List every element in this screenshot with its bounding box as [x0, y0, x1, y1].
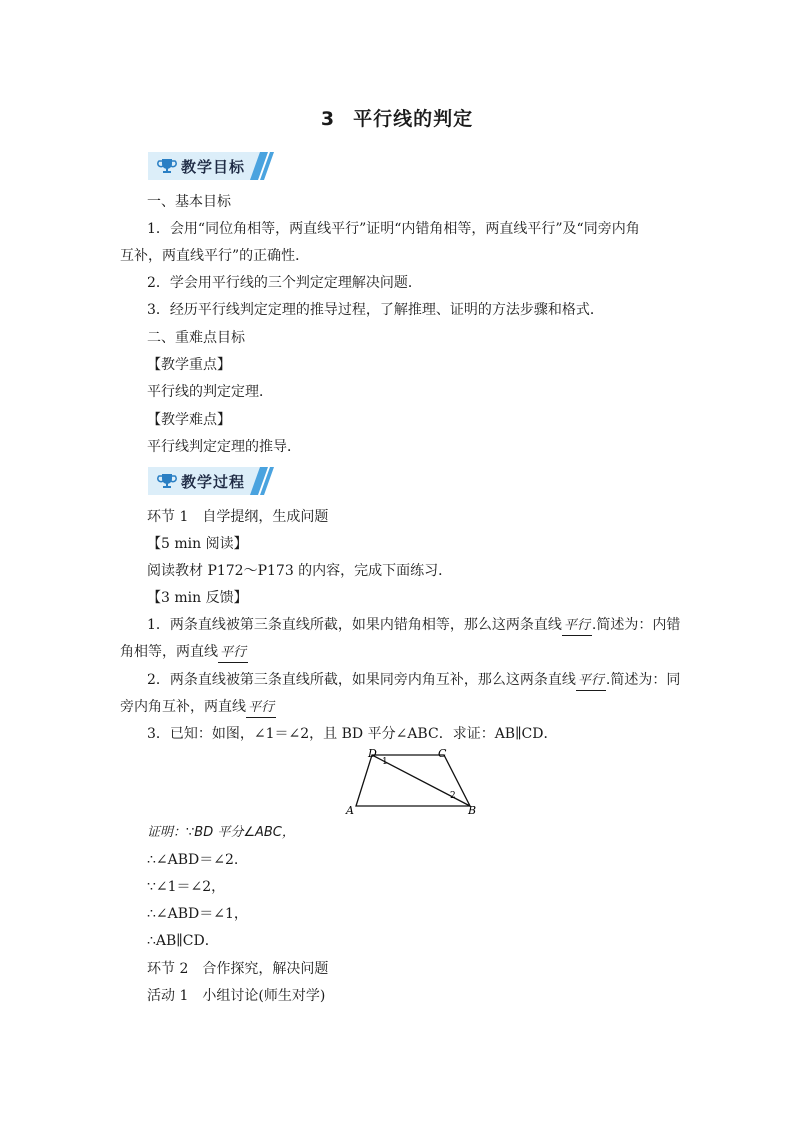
answer-blank: 平行: [576, 672, 606, 691]
angle-2-label: 2: [450, 791, 456, 801]
vertex-c-label: C: [438, 747, 447, 760]
key-goals-heading: 二、重难点目标: [147, 330, 245, 346]
goal-item-1-line-2: 互补，两直线平行”的正确性．: [120, 248, 310, 264]
banner-process-label: 教学过程: [181, 473, 246, 491]
trapezoid-figure: [342, 746, 482, 818]
difficulty-label: 【教学难点】: [147, 412, 231, 428]
activity-1-heading: 活动 1 小组讨论(师生对学): [147, 988, 326, 1004]
goal-item-1-line-1: 1．会用“同位角相等，两直线平行”证明“内错角相等，两直线平行”及“同旁内角: [147, 221, 640, 237]
focus-text: 平行线的判定定理．: [147, 384, 273, 400]
proof-line-4: ∴∠ABD＝∠1，: [147, 906, 248, 922]
goal-item-2: 2．学会用平行线的三个判定定理解决问题．: [147, 275, 422, 291]
basic-goals-heading: 一、基本目标: [147, 194, 231, 210]
banner-goals-label: 教学目标: [181, 158, 246, 176]
question-1-text-c: 角相等，两直线: [120, 644, 218, 660]
section-banner-process: [148, 467, 272, 495]
step-2-heading: 环节 2 合作探究，解决问题: [147, 961, 329, 977]
difficulty-text: 平行线判定定理的推导．: [147, 439, 301, 455]
goal-item-3: 3．经历平行线判定定理的推导过程，了解推理、证明的方法步骤和格式．: [147, 302, 604, 318]
question-2-text-b: 简述为：同: [610, 672, 681, 688]
step-1-heading: 环节 1 自学提纲，生成问题: [147, 509, 329, 525]
vertex-a-label: A: [346, 804, 354, 817]
page-title: [0, 104, 794, 131]
feedback-label: 【3 min 反馈】: [147, 590, 248, 606]
question-1-text-b: 简述为：内错: [596, 617, 681, 633]
focus-label: 【教学重点】: [147, 357, 231, 373]
vertex-d-label: D: [368, 747, 377, 760]
angle-1-label: 1: [382, 757, 388, 767]
proof-line-2: ∴∠ABD＝∠2.: [147, 852, 239, 868]
question-2-line-1: 2．两条直线被第三条直线所截，如果同旁内角互补，那么这两条直线 平行 .简述为：同: [147, 671, 680, 691]
question-3: 3．已知：如图，∠1＝∠2，且 BD 平分∠ABC．求证：AB∥CD．: [147, 726, 558, 742]
section-banner-goals: [148, 152, 272, 180]
proof-line-3: ∵∠1＝∠2，: [147, 879, 226, 895]
title-text: 平行线的判定: [353, 108, 474, 130]
question-2-text-a: 2．两条直线被第三条直线所截，如果同旁内角互补，那么这两条直线: [147, 672, 576, 688]
question-1-text-a: 1．两条直线被第三条直线所截，如果内错角相等，那么这两条直线: [147, 617, 562, 633]
answer-blank: 平行: [562, 617, 592, 636]
reading-label: 【5 min 阅读】: [147, 536, 248, 552]
answer-blank: 平行: [218, 644, 248, 663]
question-2-line-2: [120, 698, 276, 718]
answer-blank: 平行: [246, 699, 276, 718]
vertex-b-label: B: [468, 804, 477, 817]
reading-text: 阅读教材 P172～P173 的内容，完成下面练习．: [147, 563, 453, 579]
question-2-text-c: 旁内角互补，两直线: [120, 699, 246, 715]
proof-line-1: 证明：∵BD 平分∠ABC，: [147, 825, 295, 840]
question-1-line-2: [120, 643, 248, 663]
proof-line-5: ∴AB∥CD．: [147, 933, 219, 949]
question-1-line-1: 1．两条直线被第三条直线所截，如果内错角相等，那么这两条直线 平行 .简述为：内错: [147, 616, 680, 636]
title-number: 3: [320, 108, 336, 130]
trophy-icon: [157, 156, 177, 176]
trophy-icon: [157, 471, 177, 491]
